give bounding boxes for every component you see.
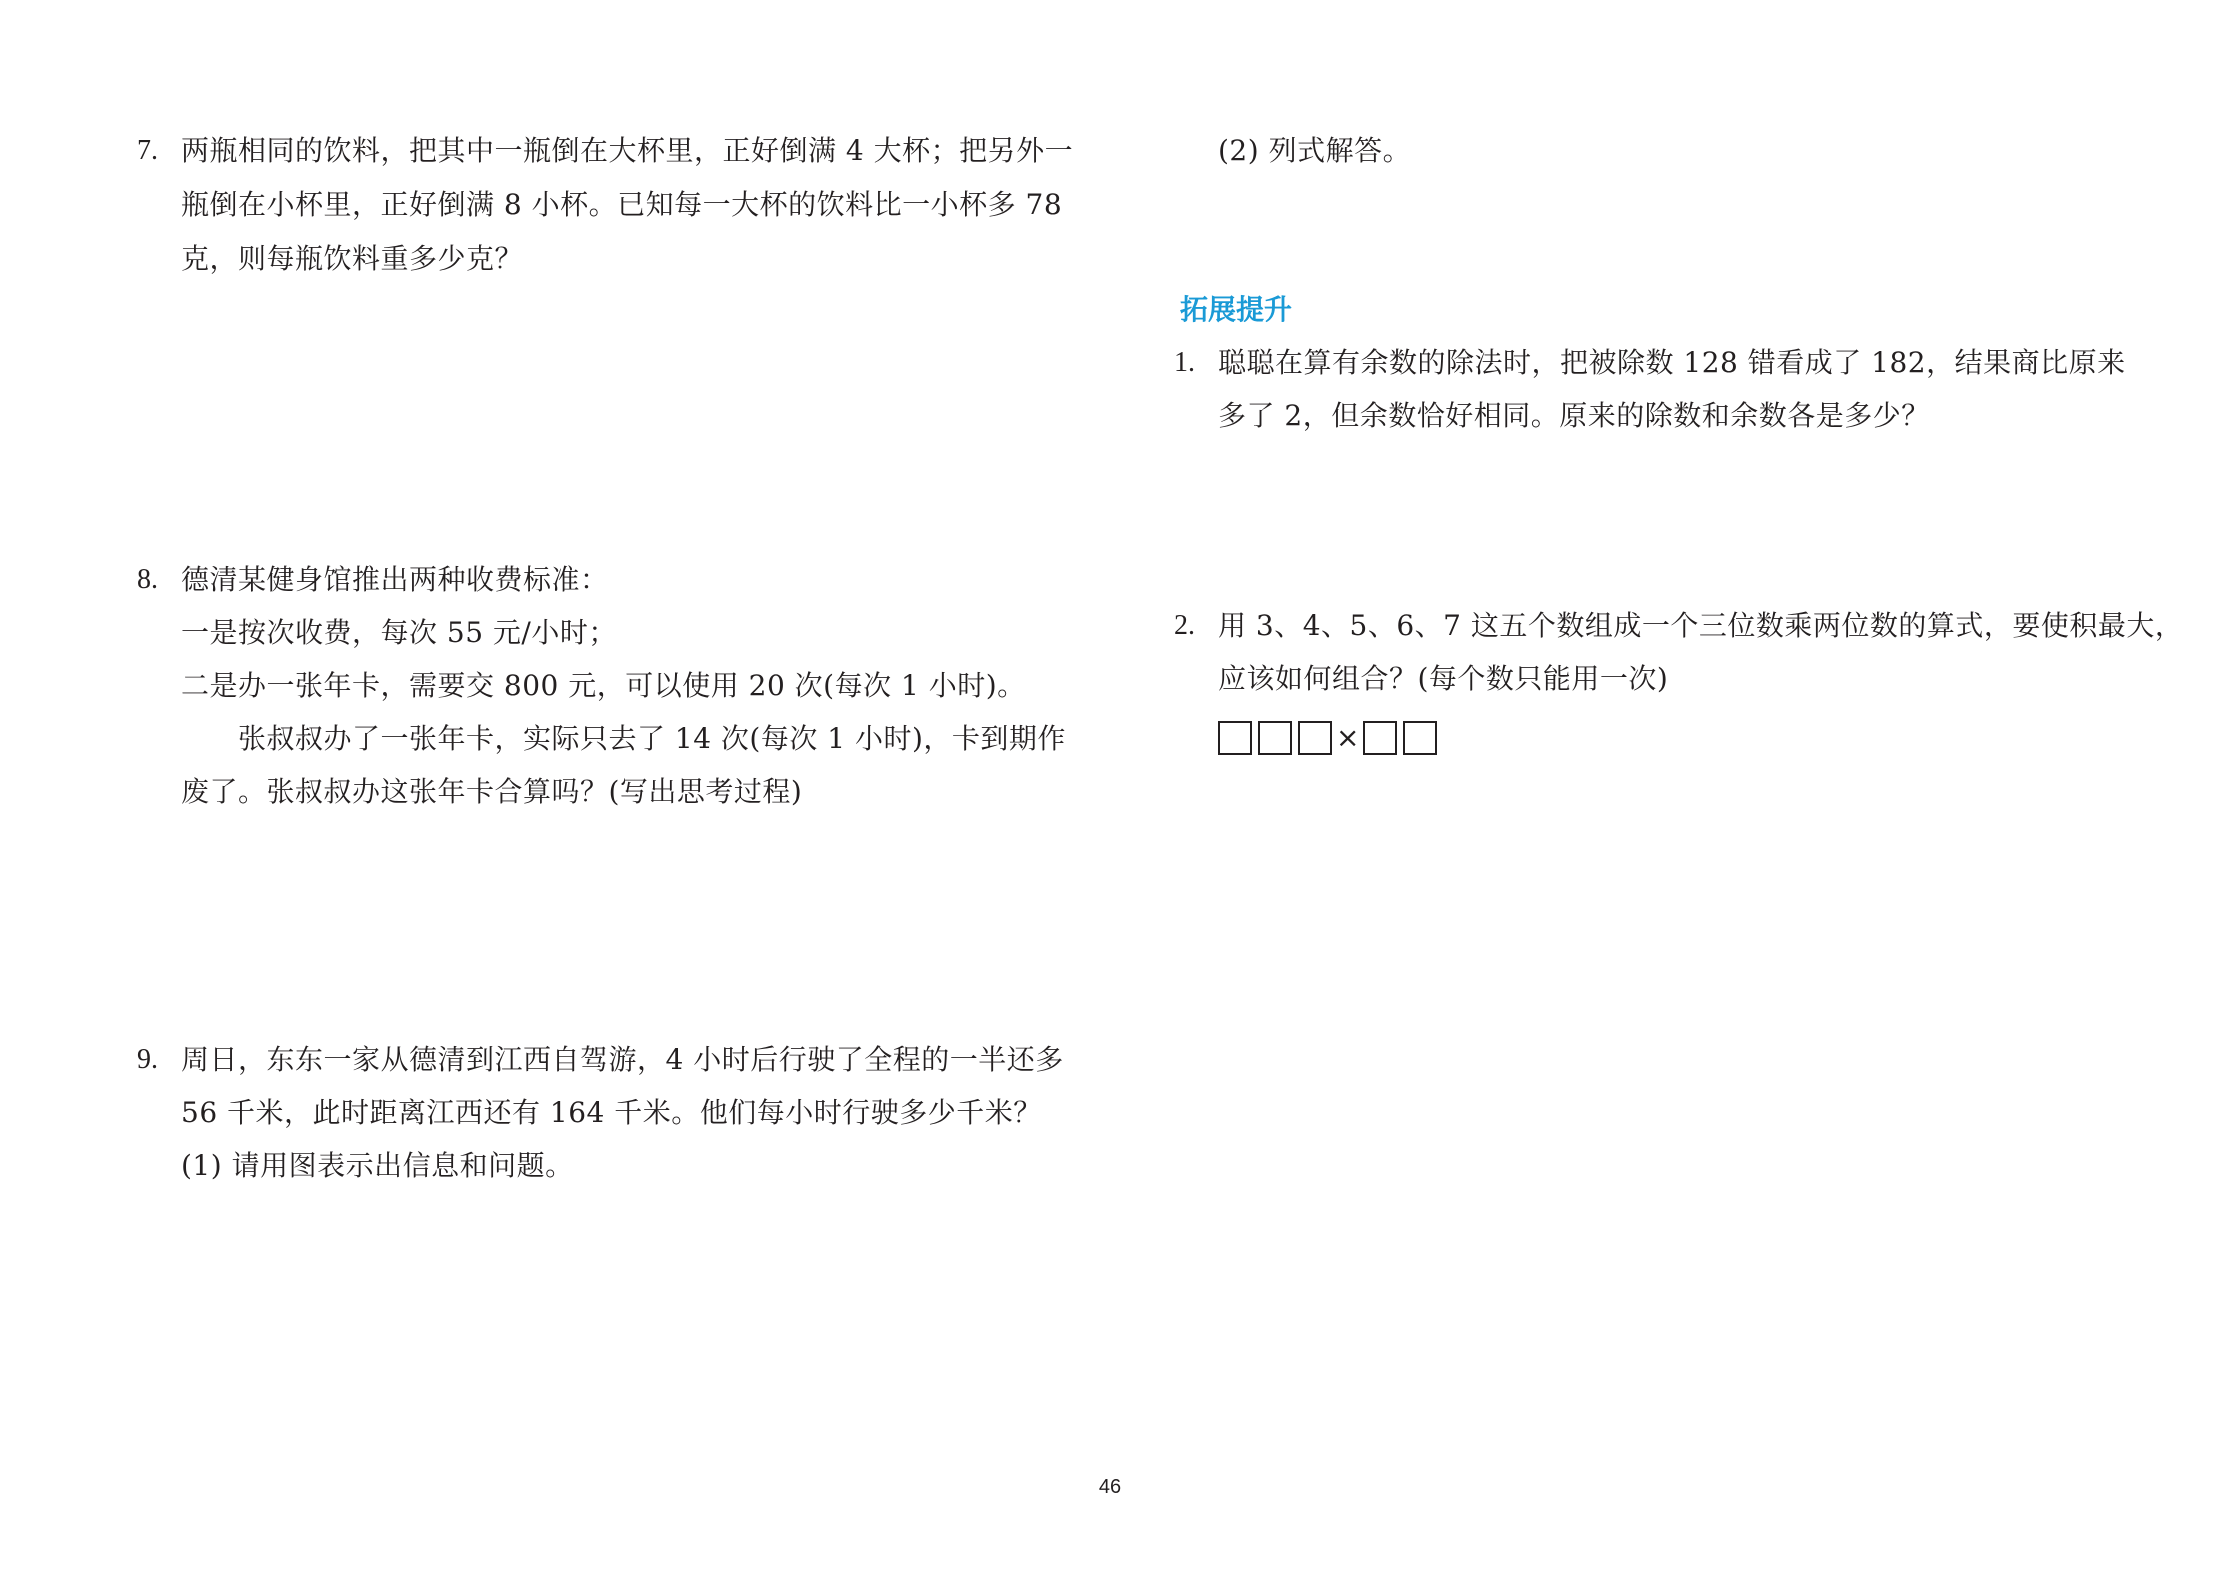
question-text-line: 瓶倒在小杯里，正好倒满 8 小杯。已知每一大杯的饮料比一小杯多 78: [181, 188, 1063, 221]
question-number: 2.: [1174, 610, 1195, 641]
question-text-line: 多了 2，但余数恰好相同。原来的除数和余数各是多少？: [1218, 399, 1930, 432]
question-text-line: 一是按次收费，每次 55 元/小时；: [181, 616, 617, 649]
question-number: 7.: [137, 135, 158, 166]
page-number: 46: [1098, 1476, 1122, 1498]
question-number: 8.: [137, 564, 158, 595]
answer-box[interactable]: [1298, 721, 1332, 755]
question-text-line: 用 3、4、5、6、7 这五个数组成一个三位数乘两位数的算式，要使积最大，: [1218, 609, 2184, 642]
question-text-line: 克，则每瓶饮料重多少克？: [181, 242, 524, 275]
question-number: 9.: [137, 1044, 158, 1075]
question-text-line: 周日，东东一家从德清到江西自驾游，4 小时后行驶了全程的一半还多: [181, 1043, 1064, 1076]
answer-boxes: [1218, 720, 1443, 756]
answer-box[interactable]: [1218, 721, 1252, 755]
question-text-line: 56 千米，此时距离江西还有 164 千米。他们每小时行驶多少千米？: [181, 1096, 1042, 1129]
question-text-line: 废了。张叔叔办这张年卡合算吗？(写出思考过程): [181, 775, 803, 808]
question-9-part-2: (2) 列式解答。: [1218, 134, 1412, 167]
question-text-line: (1) 请用图表示出信息和问题。: [181, 1149, 574, 1182]
section-title: 拓展提升: [1180, 293, 1293, 326]
answer-box[interactable]: [1363, 721, 1397, 755]
question-text-line: 二是办一张年卡，需要交 800 元，可以使用 20 次(每次 1 小时)。: [181, 669, 1026, 702]
question-number: 1.: [1174, 347, 1195, 378]
question-text-line: 应该如何组合？(每个数只能用一次): [1218, 662, 1669, 695]
question-text-line: 张叔叔办了一张年卡，实际只去了 14 次(每次 1 小时)，卡到期作: [238, 722, 1066, 755]
answer-box[interactable]: [1258, 721, 1292, 755]
question-text-line: 两瓶相同的饮料，把其中一瓶倒在大杯里，正好倒满 4 大杯；把另外一: [181, 134, 1074, 167]
question-text-line: 德清某健身馆推出两种收费标准：: [181, 563, 609, 596]
question-text-line: 聪聪在算有余数的除法时，把被除数 128 错看成了 182，结果商比原来: [1218, 346, 2126, 379]
answer-box[interactable]: [1403, 721, 1437, 755]
times-sign: ×: [1336, 721, 1360, 754]
